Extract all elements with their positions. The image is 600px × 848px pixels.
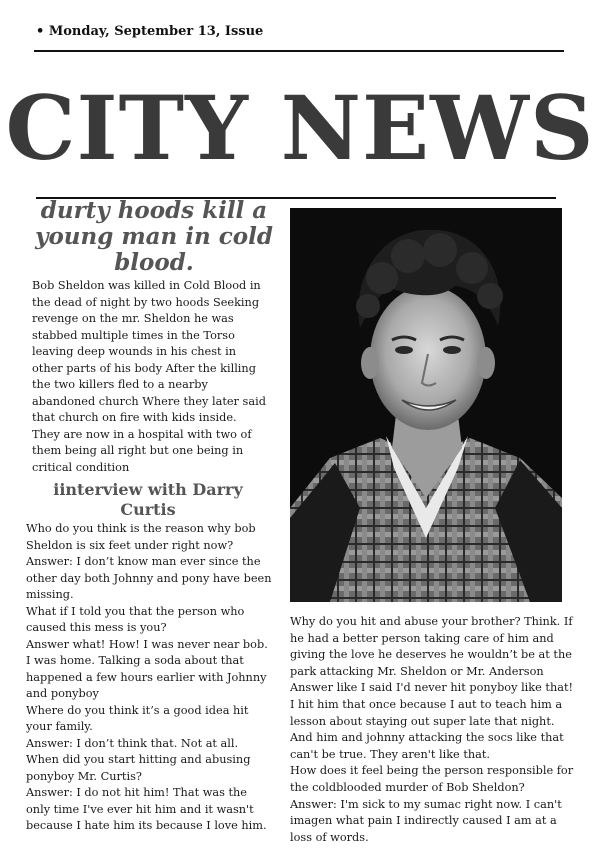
interview-right-column [290, 614, 576, 846]
interview-line: Answer: I don’t think that. Not at all. [26, 736, 239, 750]
headline: durty hoods kill a young man in cold blood. [35, 197, 273, 276]
interview-line: Answer like I said I'd never hit ponyboy like that! I hit him that once because I aut to teach him a lesson about staying out super late that night. And him and johnny attacking the socs like that can't be true. They aren't like that. [290, 681, 574, 761]
portrait-photo [290, 208, 562, 602]
interview-line: Where do you think it’s a good idea hit your family. [26, 703, 249, 733]
interview-line: When did you start hitting and abusing ponyboy Mr. Curtis? [26, 753, 251, 783]
interview-left-column [26, 521, 274, 835]
interview-line: Answer what! How! I was never near bob. I was home. Talking a soda about that happened a few hours earlier with Johnny and ponyboy [26, 637, 268, 700]
interview-line: Answer: I do not hit him! That was the only time I've ever hit him and it wasn't because I hate him its because I love him. [26, 786, 267, 832]
interview-line: Who do you think is the reason why bob Sheldon is six feet under right now? [26, 522, 256, 552]
interview-heading: iinterview with Darry Curtis [53, 480, 243, 519]
interview-line: How does it feel being the person responsible for the coldblooded murder of Bob Sheldon? [290, 764, 574, 794]
interview-line: What if I told you that the person who caused this mess is you? [26, 604, 245, 634]
masthead-title: CITY NEWS [5, 76, 595, 180]
dateline: • Monday, September 13, Issue [36, 24, 264, 39]
top-rule [34, 50, 564, 52]
story-body: Bob Sheldon was killed in Cold Blood in the dead of night by two hoods Seeking revenge on the mr. Sheldon he was stabbed multiple times in the Torso leaving deep wounds in his chest in other parts of his body After the killing the two killers fled to a nearby abandoned church Where they later said that church on fire with kids inside. They are now in a hospital with two of them being all right but one being in critical condition [32, 279, 266, 474]
interview-line: Answer: I don’t know man ever since the other day both Johnny and pony have been missing. [26, 555, 272, 601]
interview-line: Answer: I'm sick to my sumac right now. I can't imagen what pain I indirectly caused I am at a loss of words. [290, 797, 562, 844]
interview-line: Why do you hit and abuse your brother? Think. If he had a better person taking care of him and giving the love he deserves he wouldn’t be at the park attacking Mr. Sheldon or Mr. Anderson [290, 615, 573, 678]
